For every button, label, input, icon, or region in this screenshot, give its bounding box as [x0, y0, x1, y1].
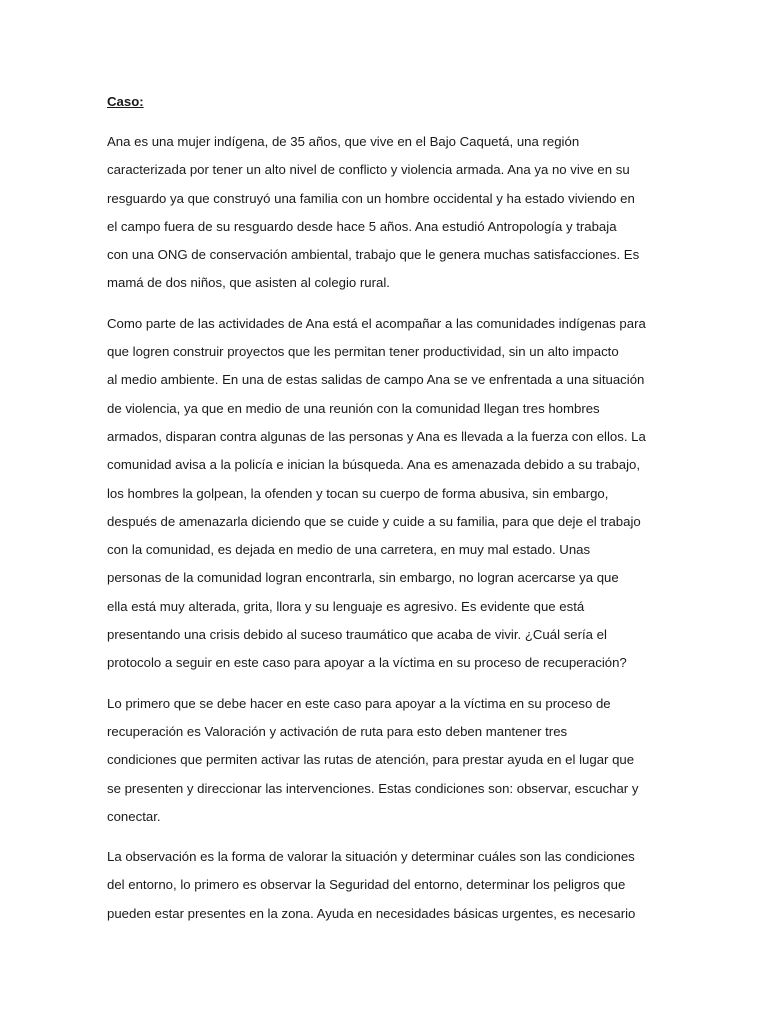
case-heading: Caso: — [107, 94, 144, 109]
text-line: se presenten y direccionar las intervenciones. Estas condiciones son: observar, escuchar y — [107, 780, 639, 796]
text-line: Ana es una mujer indígena, de 35 años, que vive en el Bajo Caquetá, una región — [107, 134, 580, 149]
text-line: Como parte de las actividades de Ana está el acompañar a las comunidades indígenas para — [107, 315, 646, 331]
text-line: caracterizada por tener un alto nivel de conflicto y violencia armada. Ana ya no vive en su — [107, 162, 630, 178]
text-line: personas de la comunidad logran encontrarla, sin embargo, no logran acercarse ya que — [107, 570, 619, 586]
text-line: después de amenazarla diciendo que se cuide y cuide a su familia, para que deje el trabajo — [107, 513, 641, 529]
text-line: mamá de dos niños, que asisten al colegio rural. — [107, 275, 390, 291]
text-line: que logren construir proyectos que les permitan tener productividad, sin un alto impacto — [107, 344, 619, 360]
text-line: condiciones que permiten activar las rutas de atención, para prestar ayuda en el lugar que — [107, 752, 635, 768]
text-line: ella está muy alterada, grita, llora y su lenguaje es agresivo. Es evidente que está — [107, 598, 585, 614]
text-line: con una ONG de conservación ambiental, trabajo que le genera muchas satisfacciones. Es — [107, 247, 640, 263]
text-line: con la comunidad, es dejada en medio de una carretera, en muy mal estado. Unas — [107, 542, 591, 558]
text-line: los hombres la golpean, la ofenden y tocan su cuerpo de forma abusiva, sin embargo, — [107, 485, 609, 501]
text-line: recuperación es Valoración y activación de ruta para esto deben mantener tres — [107, 723, 568, 739]
paragraph-observation — [107, 843, 662, 928]
text-line: el campo fuera de su resguardo desde hace 5 años. Ana estudió Antropología y trabaja — [107, 218, 617, 234]
text-line: pueden estar presentes en la zona. Ayuda en necesidades básicas urgentes, es necesario — [107, 905, 636, 921]
paragraph-first-steps — [107, 690, 662, 831]
text-line: resguardo ya que construyó una familia con un hombre occidental y ha estado viviendo en — [107, 190, 635, 206]
text-line: comunidad avisa a la policía e inician la búsqueda. Ana es amenazada debido a su trabajo, — [107, 457, 640, 473]
paragraph-intro — [107, 128, 662, 298]
document-body — [107, 88, 662, 940]
paragraph-incident — [107, 310, 662, 678]
text-line: de violencia, ya que en medio de una reunión con la comunidad llegan tres hombres — [107, 400, 600, 416]
text-line: al medio ambiente. En una de estas salidas de campo Ana se ve enfrentada a una situación — [107, 372, 645, 388]
text-line: Lo primero que se debe hacer en este caso para apoyar a la víctima en su proceso de — [107, 695, 611, 711]
text-line: presentando una crisis debido al suceso traumático que acaba de vivir. ¿Cuál sería el — [107, 627, 607, 643]
text-line: conectar. — [107, 808, 161, 824]
text-line: La observación es la forma de valorar la situación y determinar cuáles son las condiciones — [107, 849, 635, 865]
text-line: del entorno, lo primero es observar la Seguridad del entorno, determinar los peligros que — [107, 877, 626, 893]
text-line: armados, disparan contra algunas de las personas y Ana es llevada a la fuerza con ellos. La — [107, 428, 646, 444]
text-line: protocolo a seguir en este caso para apoyar a la víctima en su proceso de recuperación? — [107, 655, 627, 671]
